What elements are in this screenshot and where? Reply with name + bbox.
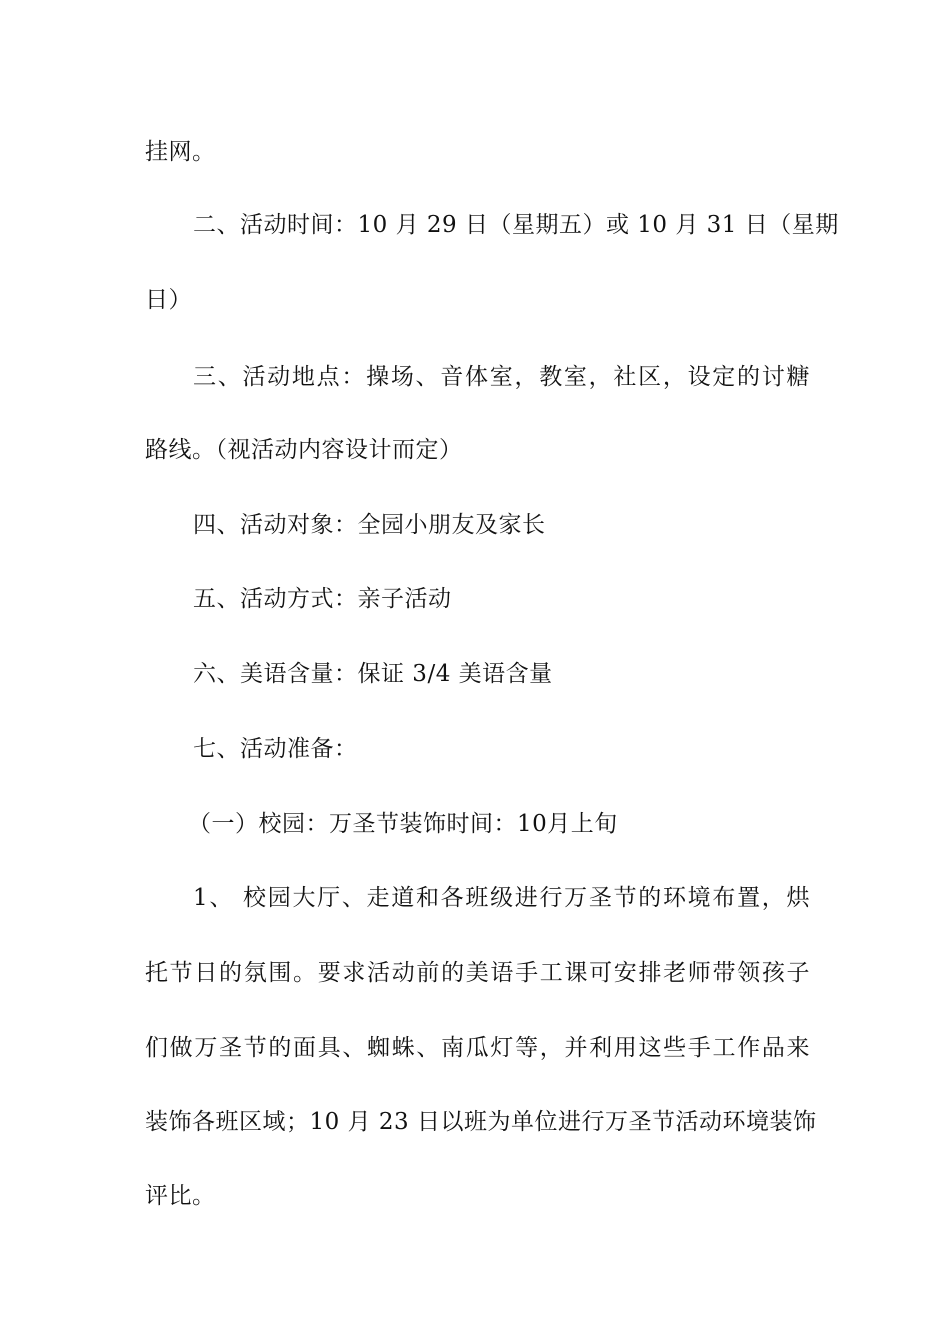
decoration-paragraph-line: 评比。	[145, 1183, 216, 1209]
paragraph-line: 路线。（视活动内容设计而定）	[145, 437, 463, 463]
activity-time-line: 二、活动时间：10 月 29 日（星期五）或 10 月 31 日（星期	[193, 212, 839, 238]
preparation-heading: 七、活动准备：	[193, 736, 358, 762]
decoration-paragraph-line: 托节日的氛围。要求活动前的美语手工课可安排老师带领孩子	[145, 960, 810, 986]
activity-format-line: 五、活动方式：亲子活动	[193, 586, 452, 612]
english-content-line: 六、美语含量：保证 3/4 美语含量	[193, 661, 553, 687]
activity-location-line: 三、活动地点：操场、音体室，教室，社区，设定的讨糖	[193, 364, 810, 390]
paragraph-line: 日）	[145, 287, 192, 313]
campus-subheading: （一）校园：万圣节装饰时间：10月上旬	[188, 811, 618, 837]
decoration-paragraph-line: 装饰各班区域；10 月 23 日以班为单位进行万圣节活动环境装饰	[145, 1109, 817, 1135]
paragraph-line: 挂网。	[145, 139, 216, 165]
activity-audience-line: 四、活动对象：全园小朋友及家长	[193, 512, 546, 538]
decoration-paragraph-line: 1、 校园大厅、走道和各班级进行万圣节的环境布置，烘	[193, 885, 810, 911]
decoration-paragraph-line: 们做万圣节的面具、蜘蛛、南瓜灯等，并利用这些手工作品来	[145, 1035, 810, 1061]
